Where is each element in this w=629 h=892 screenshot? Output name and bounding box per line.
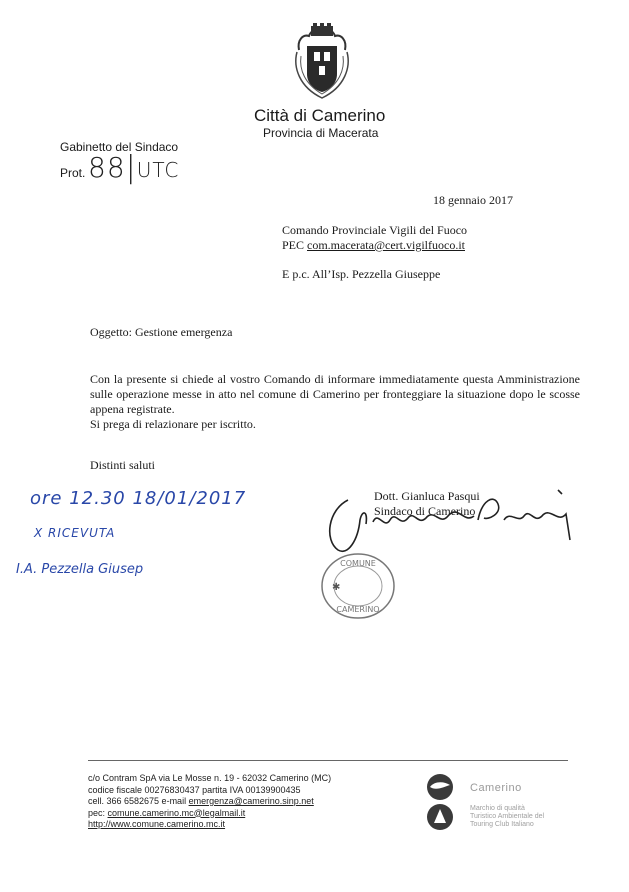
logo-desc-line: Turistico Ambientale del (470, 813, 545, 820)
footer-divider (88, 760, 568, 761)
province-name: Provincia di Macerata (263, 126, 379, 140)
city-name: Città di Camerino (254, 106, 386, 125)
body-paragraph: Si prega di relazionare per iscritto. (90, 417, 256, 431)
letter-date: 18 gennaio 2017 (433, 193, 513, 207)
footer-cell-label: cell. 366 6582675 e-mail (88, 796, 187, 806)
body-paragraph: Con la presente si chiede al vostro Comando di informare immediatamente questa Amministrazione sulle operazione messe in atto nel comune di Camerino per fronteggiare la situazione dopo le scosse appena registrate. (90, 372, 580, 416)
footer-pec-link[interactable]: comune.camerino.mc@legalmail.it (107, 807, 246, 818)
footer-contact (88, 773, 331, 831)
protocol-label: Prot. (60, 166, 86, 180)
recipient-name: Comando Provinciale Vigili del Fuoco (282, 223, 468, 237)
footer-website-link[interactable]: http://www.comune.camerino.mc.it (88, 819, 226, 829)
closing-salutation: Distinti saluti (90, 458, 156, 472)
handwritten-time-date: ore 12.30 18/01/2017 (30, 488, 247, 509)
letter-subject: Oggetto: Gestione emergenza (90, 325, 233, 339)
protocol-number: 88|UTC (88, 150, 180, 185)
official-stamp-icon (318, 550, 398, 622)
footer-cell (88, 796, 331, 808)
handwritten-signature-icon (318, 480, 588, 560)
svg-text:✱: ✱ (332, 582, 341, 593)
footer-address: c/o Contram SpA via Le Mosse n. 19 - 62032 Camerino (MC) (88, 773, 332, 783)
svg-text:CAMERINO: CAMERINO (336, 605, 380, 614)
logo-description (470, 805, 544, 829)
office-name: Gabinetto del Sindaco (60, 140, 179, 154)
logo-name: Camerino (470, 782, 522, 794)
handwritten-received: X RICEVUTA (34, 526, 116, 540)
recipient-pec-email-link[interactable]: com.macerata@cert.vigilfuoco.it (307, 238, 465, 252)
signatory-role: Sindaco di Camerino (374, 504, 476, 518)
handwritten-signature-note: I.A. Pezzella Giusep (16, 562, 144, 577)
logo-desc-line: Touring Club Italiano (470, 821, 534, 828)
svg-text:COMUNE: COMUNE (340, 559, 376, 568)
recipient-block (282, 223, 467, 253)
footer-email-link[interactable]: emergenza@camerino.sinp.net (188, 796, 314, 806)
logo-desc-line: Marchio di qualità (470, 805, 525, 812)
letter-body (90, 372, 580, 432)
protocol-suffix: UTC (136, 158, 180, 182)
footer-tax: codice fiscale 00276830437 partita IVA 00139900435 (88, 784, 301, 795)
recipient-pec (282, 238, 467, 253)
city-crest-icon (287, 22, 357, 100)
footer-website (88, 819, 331, 831)
cc-line: E p.c. All’Isp. Pezzella Giuseppe (282, 267, 441, 281)
signatory-name: Dott. Gianluca Pasqui (374, 489, 480, 503)
recipient-pec-label: PEC (282, 238, 305, 252)
touring-club-logo-icon (424, 773, 456, 833)
footer-pec-label: pec: (88, 807, 106, 818)
protocol-number-value: 88 (88, 151, 126, 184)
footer-pec (88, 808, 331, 820)
